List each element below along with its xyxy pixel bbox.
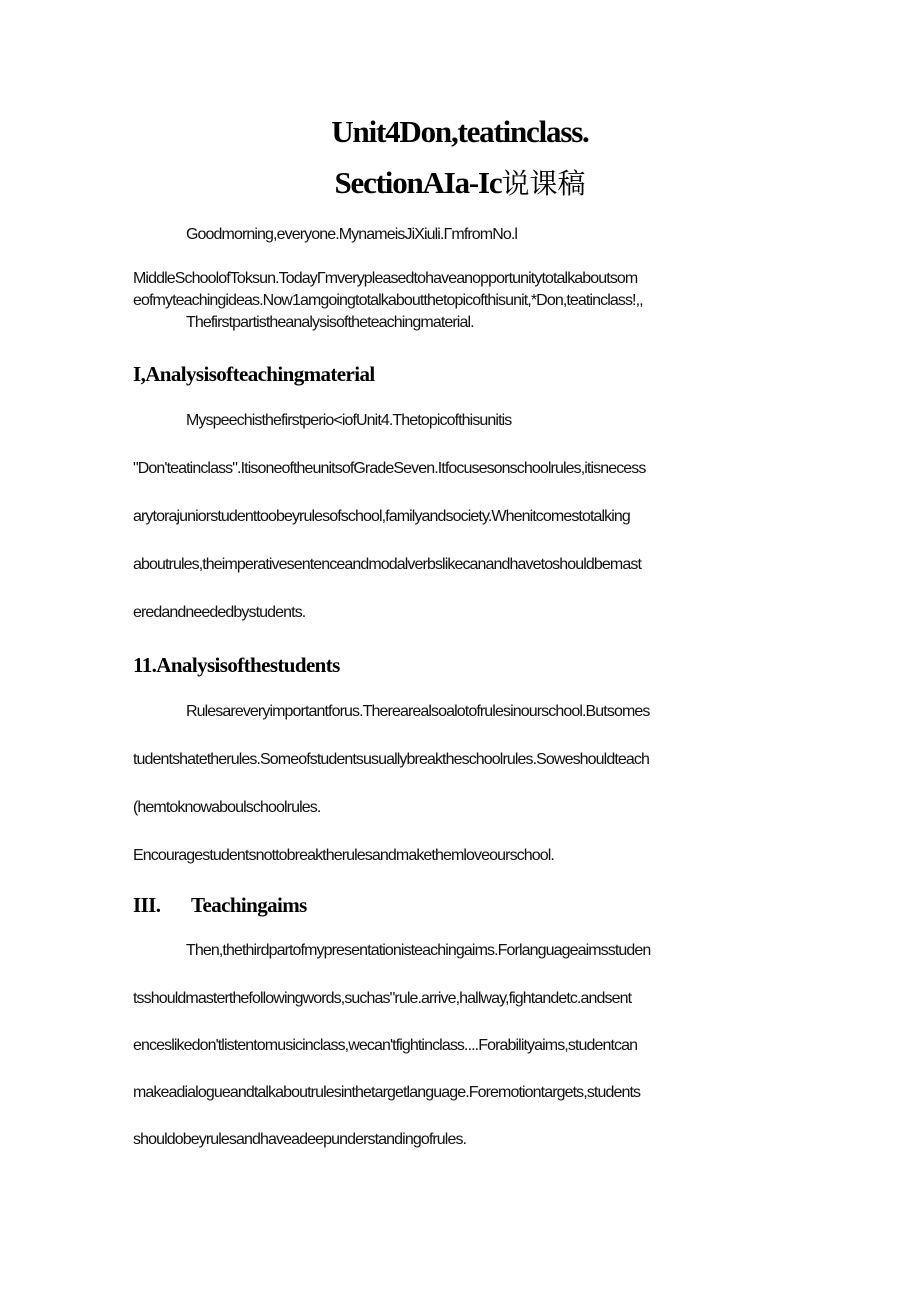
section3-line-5: shouldobeyrulesandhaveadeepunderstandingofrules. [133,1131,467,1148]
section3-line-3: enceslikedon'tlistentomusicinclass,wecan'tfightinclass....Forabilityaims,studentcan [133,1037,638,1054]
section-heading-3 [133,893,307,918]
section1-line-4: aboutrules,theimperativesentenceandmodalverbslikecanandhavetoshouldbemast [133,556,642,573]
section1-line-3: arytorajuniorstudenttoobeyrulesofschool,familyandsociety.Whenitcomestotalking [133,508,630,525]
section3-line-1: Then,thethirdpartofmypresentationisteachingaims.Forlanguageaimsstuden [186,942,651,959]
intro-line-3: eofmyteachingideas.Now1amgoingtotalkaboutthetopicofthisunit,*Don,teatinclass!,, [133,292,643,309]
section3-line-2: tsshouldmasterthefollowingwords,suchas"rule.arrive,hallway,fightandetc.andsent [133,990,632,1007]
section-heading-1: I,Analysisofteachingmaterial [133,362,375,386]
section2-line-3: (hemtoknowaboulschoolrules. [133,799,321,816]
intro-line-1: Goodmorning,everyone.MynameisJiXiuli.ΓmfromNo.l [186,226,518,243]
section1-line-1: Myspeechisthefirstperio<iofUnit4.Thetopicofthisunitis [186,412,512,429]
title-cjk: 说课稿 [501,167,586,200]
section-heading-3-number: III. [133,893,161,917]
title-latin: SectionAIa-Ic [334,165,502,200]
section2-line-1: Rulesareveryimportantforus.Therearealsoalotofrulesinourschool.Butsomes [186,703,650,720]
intro-line-4: Thefirstpartistheanalysisoftheteachingmaterial. [186,314,474,331]
section-heading-2: 11.Analysisofthestudents [133,653,340,677]
document-title-line2 [0,162,920,202]
section3-line-4: makeadialogueandtalkaboutrulesinthetargetlanguage.Foremotiontargets,students [133,1084,641,1101]
section1-line-5: eredandneededbystudents. [133,604,306,621]
intro-line-2: MiddleSchoolofToksun.TodayΓmverypleasedtohaveanopportunitytotalkaboutsom [133,270,638,287]
section1-line-2: "Don'teatinclass".ItisoneoftheunitsofGradeSeven.Itfocusesonschoolrules,itisnecess [133,460,646,477]
section2-line-2: tudentshatetherules.Someofstudentsusuallybreaktheschoolrules.Soweshouldteach [133,751,649,768]
section-heading-3-text: Teachingaims [191,893,307,917]
section2-line-4: Encouragestudentsnottobreaktherulesandmakethemloveourschool. [133,847,554,864]
document-title-line1: Unit4Don,teatinclass. [331,114,589,149]
